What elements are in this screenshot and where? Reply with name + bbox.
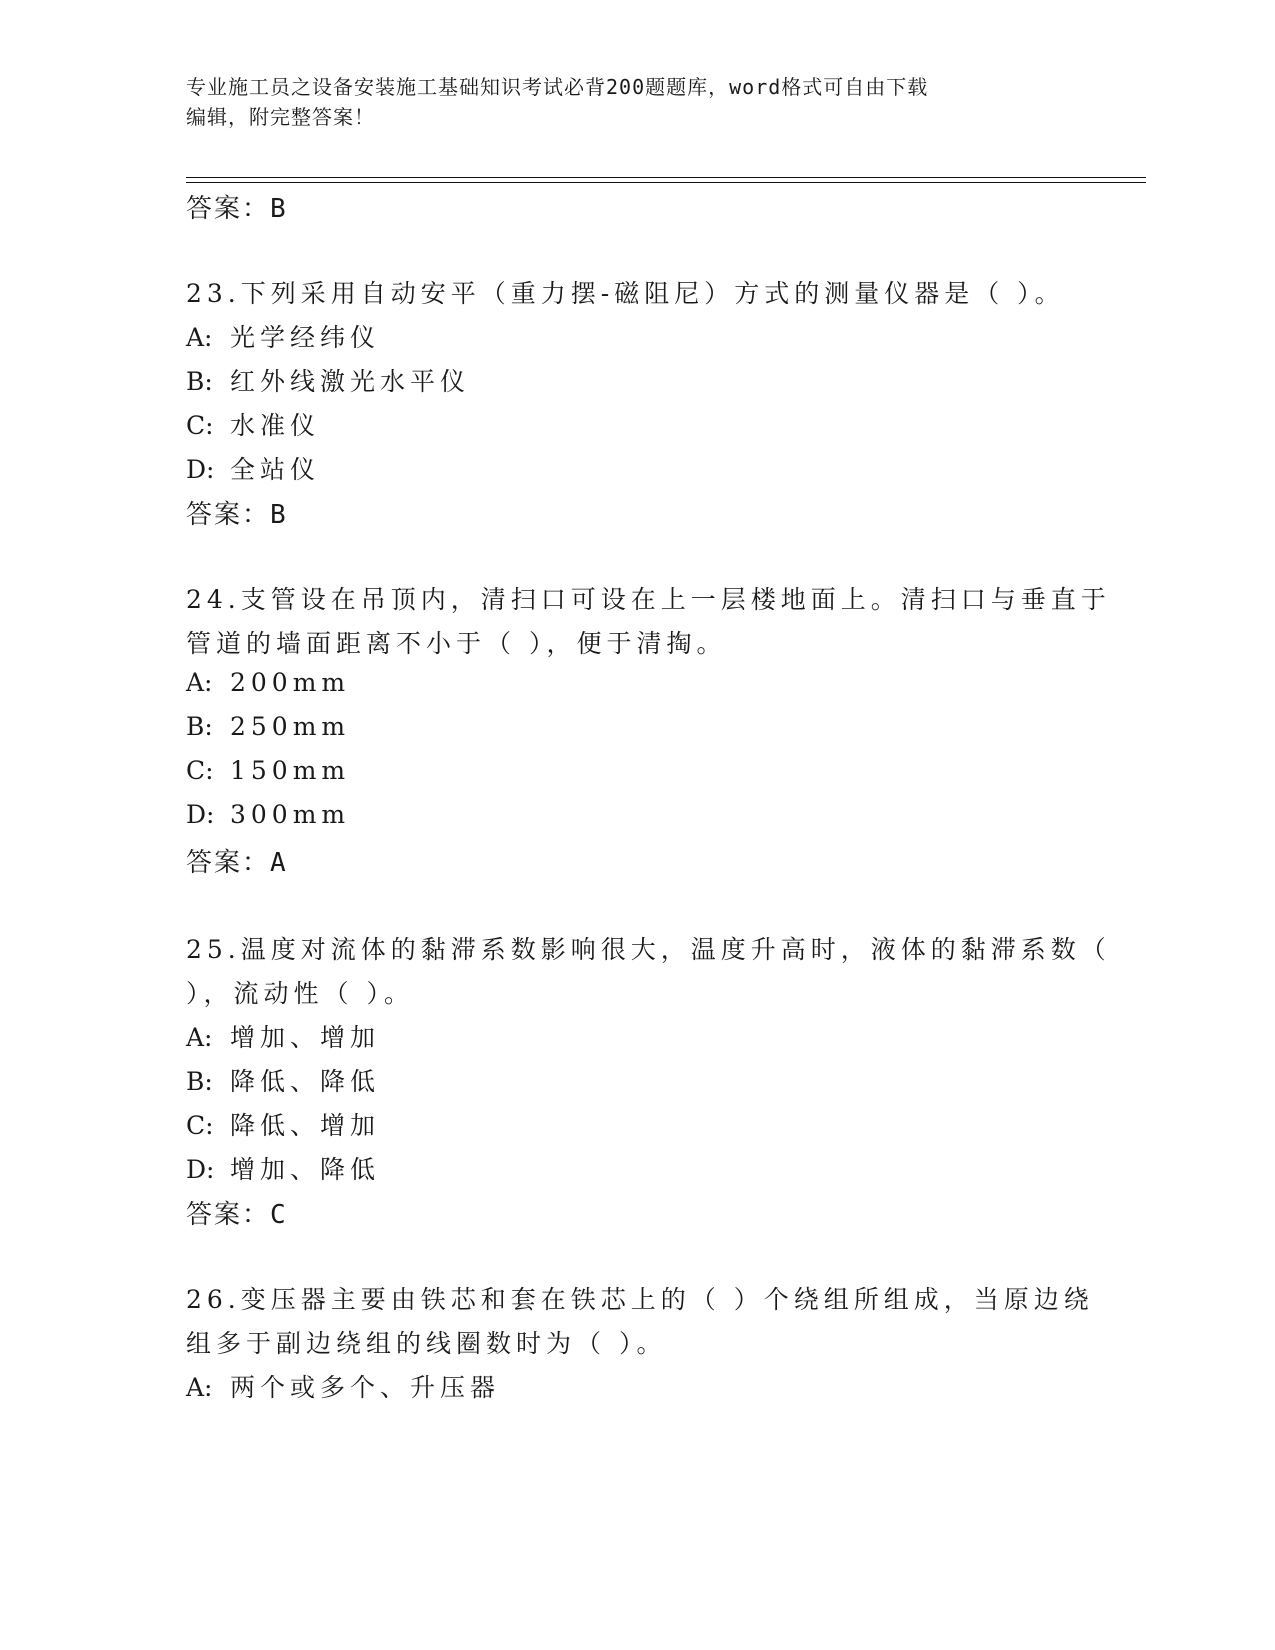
question-23-answer: 答案：B [186,500,288,530]
header-rule-top [186,177,1146,178]
document-header [186,72,1066,132]
option-text: 150mm [230,756,351,785]
option-letter: C: [186,756,214,785]
question-24-option-d [186,800,350,829]
question-24-option-b [186,712,350,741]
option-text: 增加、降低 [230,1155,381,1184]
question-26-text-line-1: 26.变压器主要由铁芯和套在铁芯上的（ ）个绕组所组成，当原边绕 [186,1285,1094,1314]
question-23-text: 23.下列采用自动安平（重力摆-磁阻尼）方式的测量仪器是（ ）。 [186,279,1065,308]
option-text: 两个或多个、升压器 [230,1373,501,1402]
option-text: 降低、降低 [230,1067,381,1096]
question-23-option-b [186,362,470,398]
option-letter: A: [186,1373,213,1402]
option-letter: A: [186,323,213,352]
question-25-text-line-2: ），流动性（ ）。 [186,979,414,1008]
question-25-option-d [186,1150,380,1186]
option-letter: D: [186,1155,215,1184]
option-letter: B: [186,1067,213,1096]
option-text: 光学经纬仪 [230,323,381,352]
option-letter: C: [186,1111,214,1140]
question-26-text-line-2: 组多于副边绕组的线圈数时为（ ）。 [186,1329,667,1358]
header-line-1: 专业施工员之设备安装施工基础知识考试必背200题题库，word格式可自由下载 [186,75,929,99]
option-text: 250mm [230,712,351,741]
question-26-option-a [186,1368,500,1404]
option-letter: C: [186,411,214,440]
question-25-option-c [186,1106,380,1142]
question-24-option-c [186,756,350,785]
question-25-answer: 答案：C [186,1200,288,1230]
option-text: 红外线激光水平仪 [230,367,471,396]
question-23-option-c [186,406,320,442]
option-text: 200mm [230,668,351,697]
question-25-option-b [186,1062,380,1098]
option-letter: D: [186,455,215,484]
option-letter: B: [186,712,213,741]
question-24-text-line-1: 24.支管设在吊顶内，清扫口可设在上一层楼地面上。清扫口与垂直于 [186,585,1111,614]
option-text: 降低、增加 [230,1111,381,1140]
answer-previous: 答案：B [186,194,288,224]
question-23-option-d [186,450,320,486]
question-24-text-line-2: 管道的墙面距离不小于（ ），便于清掏。 [186,629,727,658]
option-text: 300mm [230,800,351,829]
option-text: 水准仪 [230,411,321,440]
question-25-option-a [186,1018,380,1054]
option-letter: D: [186,800,215,829]
option-text: 全站仪 [230,455,321,484]
option-letter: A: [186,1023,213,1052]
question-23-option-a [186,318,380,354]
header-line-2: 编辑，附完整答案！ [186,105,375,129]
option-letter: A: [186,668,213,697]
question-24-option-a [186,668,350,697]
question-25-text-line-1: 25.温度对流体的黏滞系数影响很大，温度升高时，液体的黏滞系数（ [186,935,1111,964]
option-letter: B: [186,367,213,396]
question-24-answer: 答案：A [186,848,288,878]
header-rule-bottom [186,182,1146,183]
option-text: 增加、增加 [230,1023,381,1052]
